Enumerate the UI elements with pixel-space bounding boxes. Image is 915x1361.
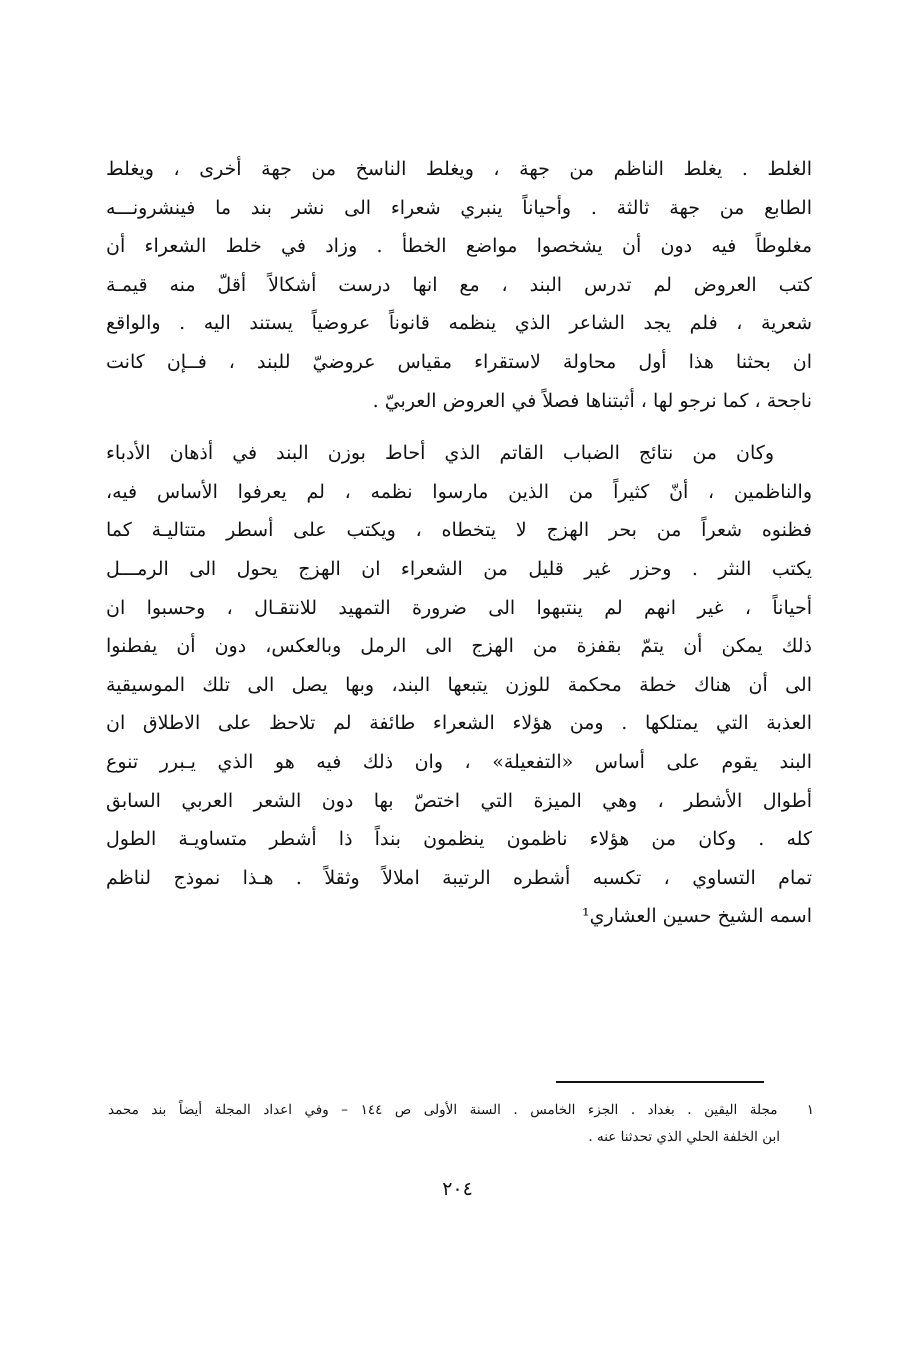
text-line: العذبة التي يمتلكها . ومن هؤلاء الشعراء طائفة لم تلاحظ على الاطلاق ان <box>106 712 812 735</box>
text-line: وكان من نتائج الضباب القاتم الذي أحاط بوزن البند في أذهان الأدباء <box>106 442 774 465</box>
text-line: كتب العروض لم تدرس البند ، مع انها درست أشكالاً أقلّ منه قيمـة <box>106 273 812 296</box>
text-line: اسمه الشيخ حسين العشاري¹ <box>581 905 812 928</box>
text-line: الغلط . يغلط الناظم من جهة ، ويغلط الناسخ من جهة أخرى ، ويغلط <box>106 158 812 180</box>
paragraph-1 <box>106 150 812 420</box>
text-line: تمام التساوي ، تكسبه أشطره الرتيبة املالاً وثقلاً . هـذا نموذج لناظم <box>106 866 812 889</box>
text-line: يكتب النثر . وحزر غير قليل من الشعراء ان الهزج يحول الى الرمـــل <box>106 557 812 580</box>
text-line: كله . وكان من هؤلاء ناظمون ينظمون بنداً ذا أشطر متساويـة الطول <box>106 828 812 851</box>
footnote-number: ١ <box>806 1102 814 1118</box>
footnote-divider <box>556 1081 764 1083</box>
page-number: ٢٠٤ <box>442 1178 473 1200</box>
text-line: ناجحة ، كما نرجو لها ، أثبتناها فصلاً في العروض العربيّ . <box>372 389 812 412</box>
text-line: ان بحثنا هذا أول محاولة لاستقراء مقياس عروضيّ للبند ، فــإن كانت <box>106 350 812 373</box>
text-line: الى أن هناك خطة محكمة للوزن يتبعها البند، وبها يصل الى تلك الموسيقية <box>106 673 812 696</box>
text-line: أحياناً ، غير انهم لم ينتبهوا الى ضرورة التمهيد للانتقـال ، وحسبوا ان <box>106 596 812 619</box>
text-line: والناظمين ، أنّ كثيراً من الذين مارسوا نظمه ، لم يعرفوا الأساس فيه، <box>106 480 812 503</box>
text-line: أطوال الأشطر ، وهي الميزة التي اختصّ بها دون الشعر العربي السابق <box>106 789 812 812</box>
text-line: الطابع من جهة ثالثة . وأحياناً ينبري شعراء الى نشر بند ما فينشرونـــه <box>106 196 812 219</box>
paragraph-gap <box>106 420 812 434</box>
text-line: شعرية ، فلم يجد الشاعر الذي ينظمه قانوناً عروضياً يستند اليه . والواقع <box>106 312 812 335</box>
footnote-line: ابن الخلفة الحلي الذي تحدثنا عنه . <box>588 1129 780 1145</box>
footnote <box>108 1097 814 1151</box>
text-line: مغلوطاً فيه دون أن يشخصوا مواضع الخطأ . وزاد في خلط الشعراء أن <box>106 235 812 258</box>
footnote-line <box>108 1097 814 1124</box>
footnote-text: مجلة اليقين . بغداد . الجزء الخامس . السنة الأولى ص ١٤٤ – وفي اعداد المجلة أيضاً بند محمد <box>108 1102 778 1118</box>
body-text <box>106 150 812 936</box>
paragraph-2 <box>106 434 812 936</box>
text-line: ذلك يمكن أن يتمّ بقفزة من الهزج الى الرمل وبالعكس، دون أن يفطنوا <box>106 635 812 658</box>
text-line: البند يقوم على أساس «التفعيلة» ، وان ذلك فيه هو الذي يـبرر تنوع <box>106 750 812 773</box>
text-line: فظنوه شعراً من بحر الهزج لا يتخطاه ، ويكتب على أسطر متتاليـة كما <box>106 519 812 542</box>
